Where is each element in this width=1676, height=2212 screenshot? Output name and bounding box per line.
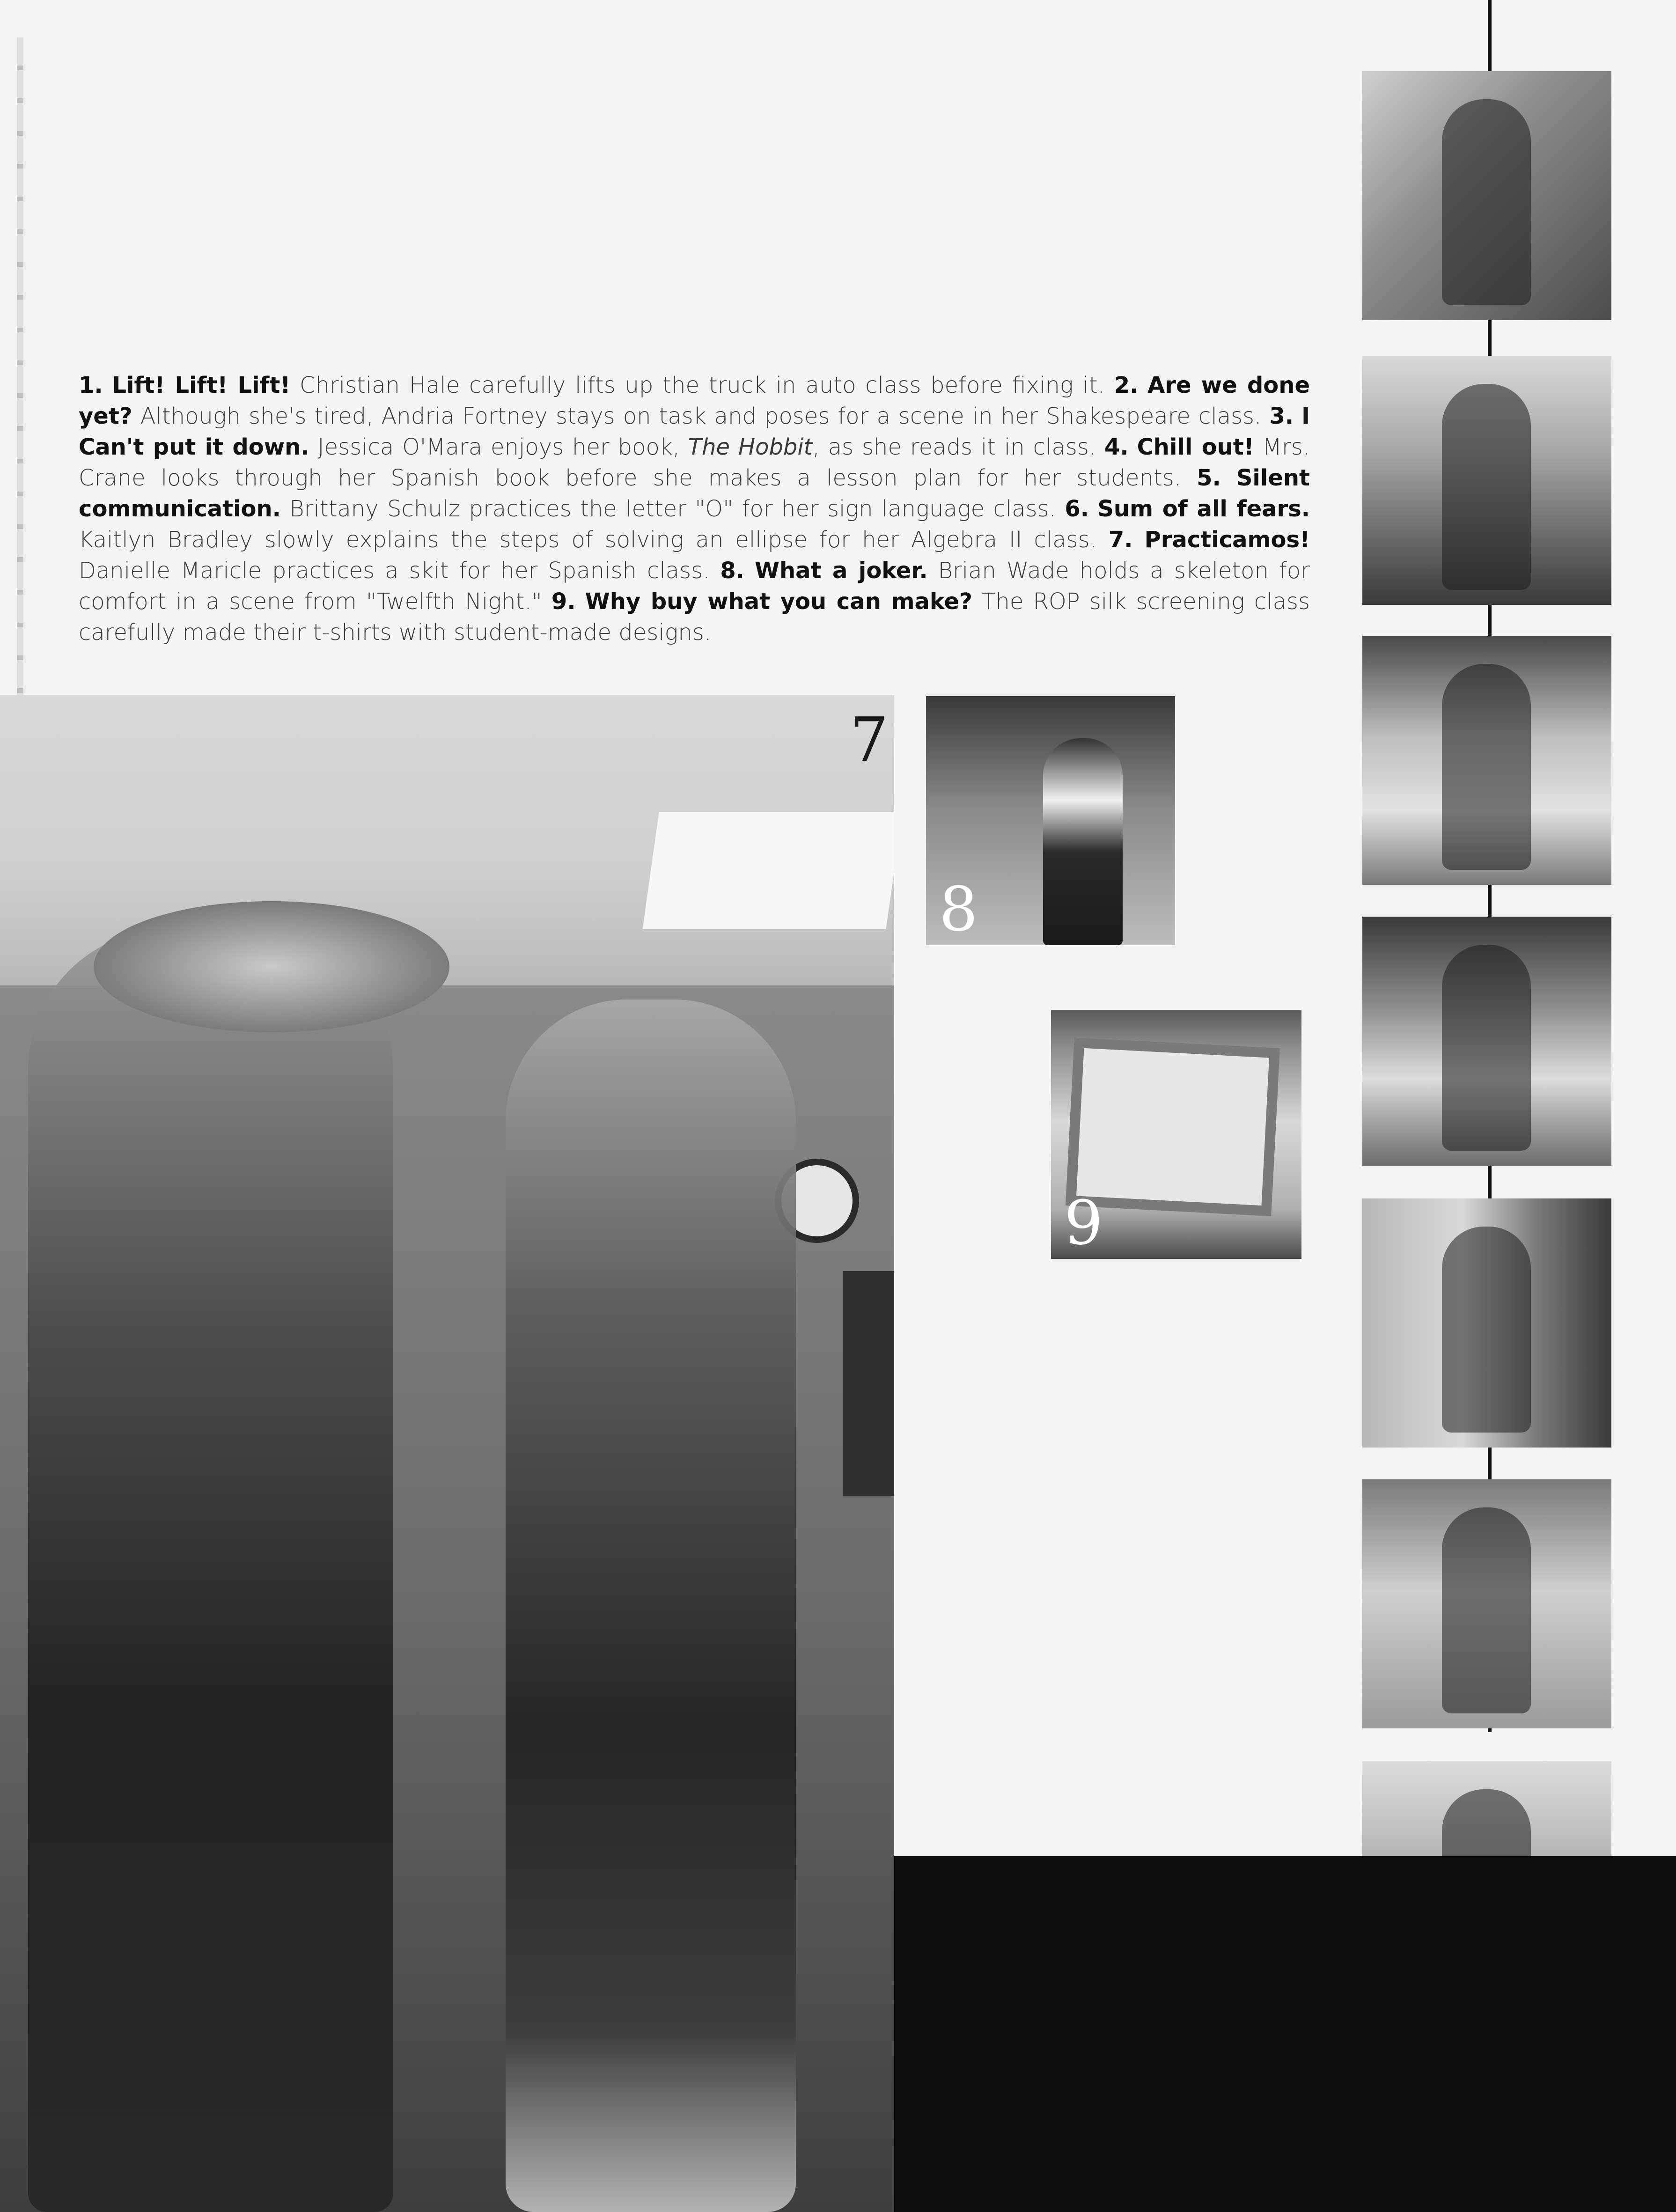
ghost-heading-watermark: [356, 75, 1433, 272]
caption-number-6: 6.: [1065, 496, 1089, 522]
caption-number-8: 8.: [720, 558, 745, 584]
student-figure: [1442, 1507, 1531, 1713]
sombrero: [94, 901, 449, 1032]
caption-number-3: 3.: [1269, 403, 1294, 429]
photo-8-twelfth-night: [926, 696, 1175, 945]
caption-heading-2: Are we done yet?: [79, 372, 1310, 429]
caption-heading-6: Sum of all fears.: [1097, 496, 1310, 522]
caption-text-7: Danielle Maricle practices a skit for her Spanish class.: [79, 558, 720, 584]
caption-heading-1: Lift! Lift! Lift!: [112, 372, 291, 398]
strip-photo-student-at-desk: [1362, 917, 1611, 1166]
strip-photo-student-with-script: [1362, 1198, 1611, 1448]
caption-text-9: The ROP silk screening class carefully made their t-shirts with student-made designs.: [79, 588, 1310, 646]
caption-text-5: Brittany Schulz practices the letter "O" for her sign language class.: [280, 496, 1065, 522]
black-background-band: [894, 1856, 1676, 2212]
photo-8-number: 8: [939, 874, 978, 945]
photo-caption-block: [79, 370, 1310, 648]
photo-7-number: 7: [850, 704, 889, 775]
caption-number-2: 2.: [1114, 372, 1139, 398]
classroom-door: [843, 1271, 894, 1496]
student-figure: [1442, 99, 1531, 305]
caption-heading-5: Silent communication.: [79, 465, 1310, 522]
book-title: The Hobbit: [688, 434, 813, 460]
caption-text-4: Mrs. Crane looks through her Spanish book before she makes a lesson plan for her students.: [79, 434, 1310, 491]
caption-number-4: 4.: [1104, 434, 1129, 460]
student-figure: [1442, 945, 1531, 1151]
caption-text-1: Christian Hale carefully lifts up the truck in auto class before fixing it.: [290, 372, 1114, 398]
student-figure: [1442, 384, 1531, 590]
photo-9-silk-screening: [1051, 1010, 1301, 1259]
caption-heading-3: I Can't put it down.: [79, 403, 1310, 460]
caption-text-8: Brian Wade holds a skeleton for comfort in a scene from "Twelfth Night.": [79, 558, 1310, 615]
photo-9-number: 9: [1064, 1187, 1103, 1258]
caption-number-1: 1.: [79, 372, 103, 398]
caption-heading-7: Practicamos!: [1144, 527, 1310, 553]
caption-text-2: Although she's tired, Andria Fortney stays on task and poses for a scene in her Shakespeare class.: [132, 403, 1270, 429]
strip-photo-shakespeare-scene: [1362, 356, 1611, 605]
caption-number-7: 7.: [1108, 527, 1133, 553]
student-in-sweater: [506, 999, 796, 2212]
caption-heading-4: Chill out!: [1137, 434, 1254, 460]
student-in-sombrero: [28, 929, 393, 2212]
caption-text-3c: , as she reads it in class.: [812, 434, 1105, 460]
caption-number-9: 9.: [551, 588, 576, 615]
student-figure: [1442, 664, 1531, 870]
ceiling-light: [642, 812, 894, 929]
caption-heading-8: What a joker.: [755, 558, 928, 584]
strip-photo-class-scene: [1362, 1479, 1611, 1728]
caption-text-3a: Jessica O'Mara enjoys her book,: [309, 434, 688, 460]
caption-heading-9: Why buy what you can make?: [585, 588, 972, 615]
caption-text-6: Kaitlyn Bradley slowly explains the steps of solving an ellipse for her Algebra II class.: [79, 527, 1109, 553]
strip-photo-reading-hobbit: [1362, 71, 1611, 320]
strip-photo-spanish-classroom: [1362, 636, 1611, 885]
photo-7-spanish-skit: [0, 695, 894, 2212]
caption-number-5: 5.: [1197, 465, 1221, 491]
student-figure: [1442, 1227, 1531, 1433]
student-with-skeleton: [1043, 738, 1123, 945]
